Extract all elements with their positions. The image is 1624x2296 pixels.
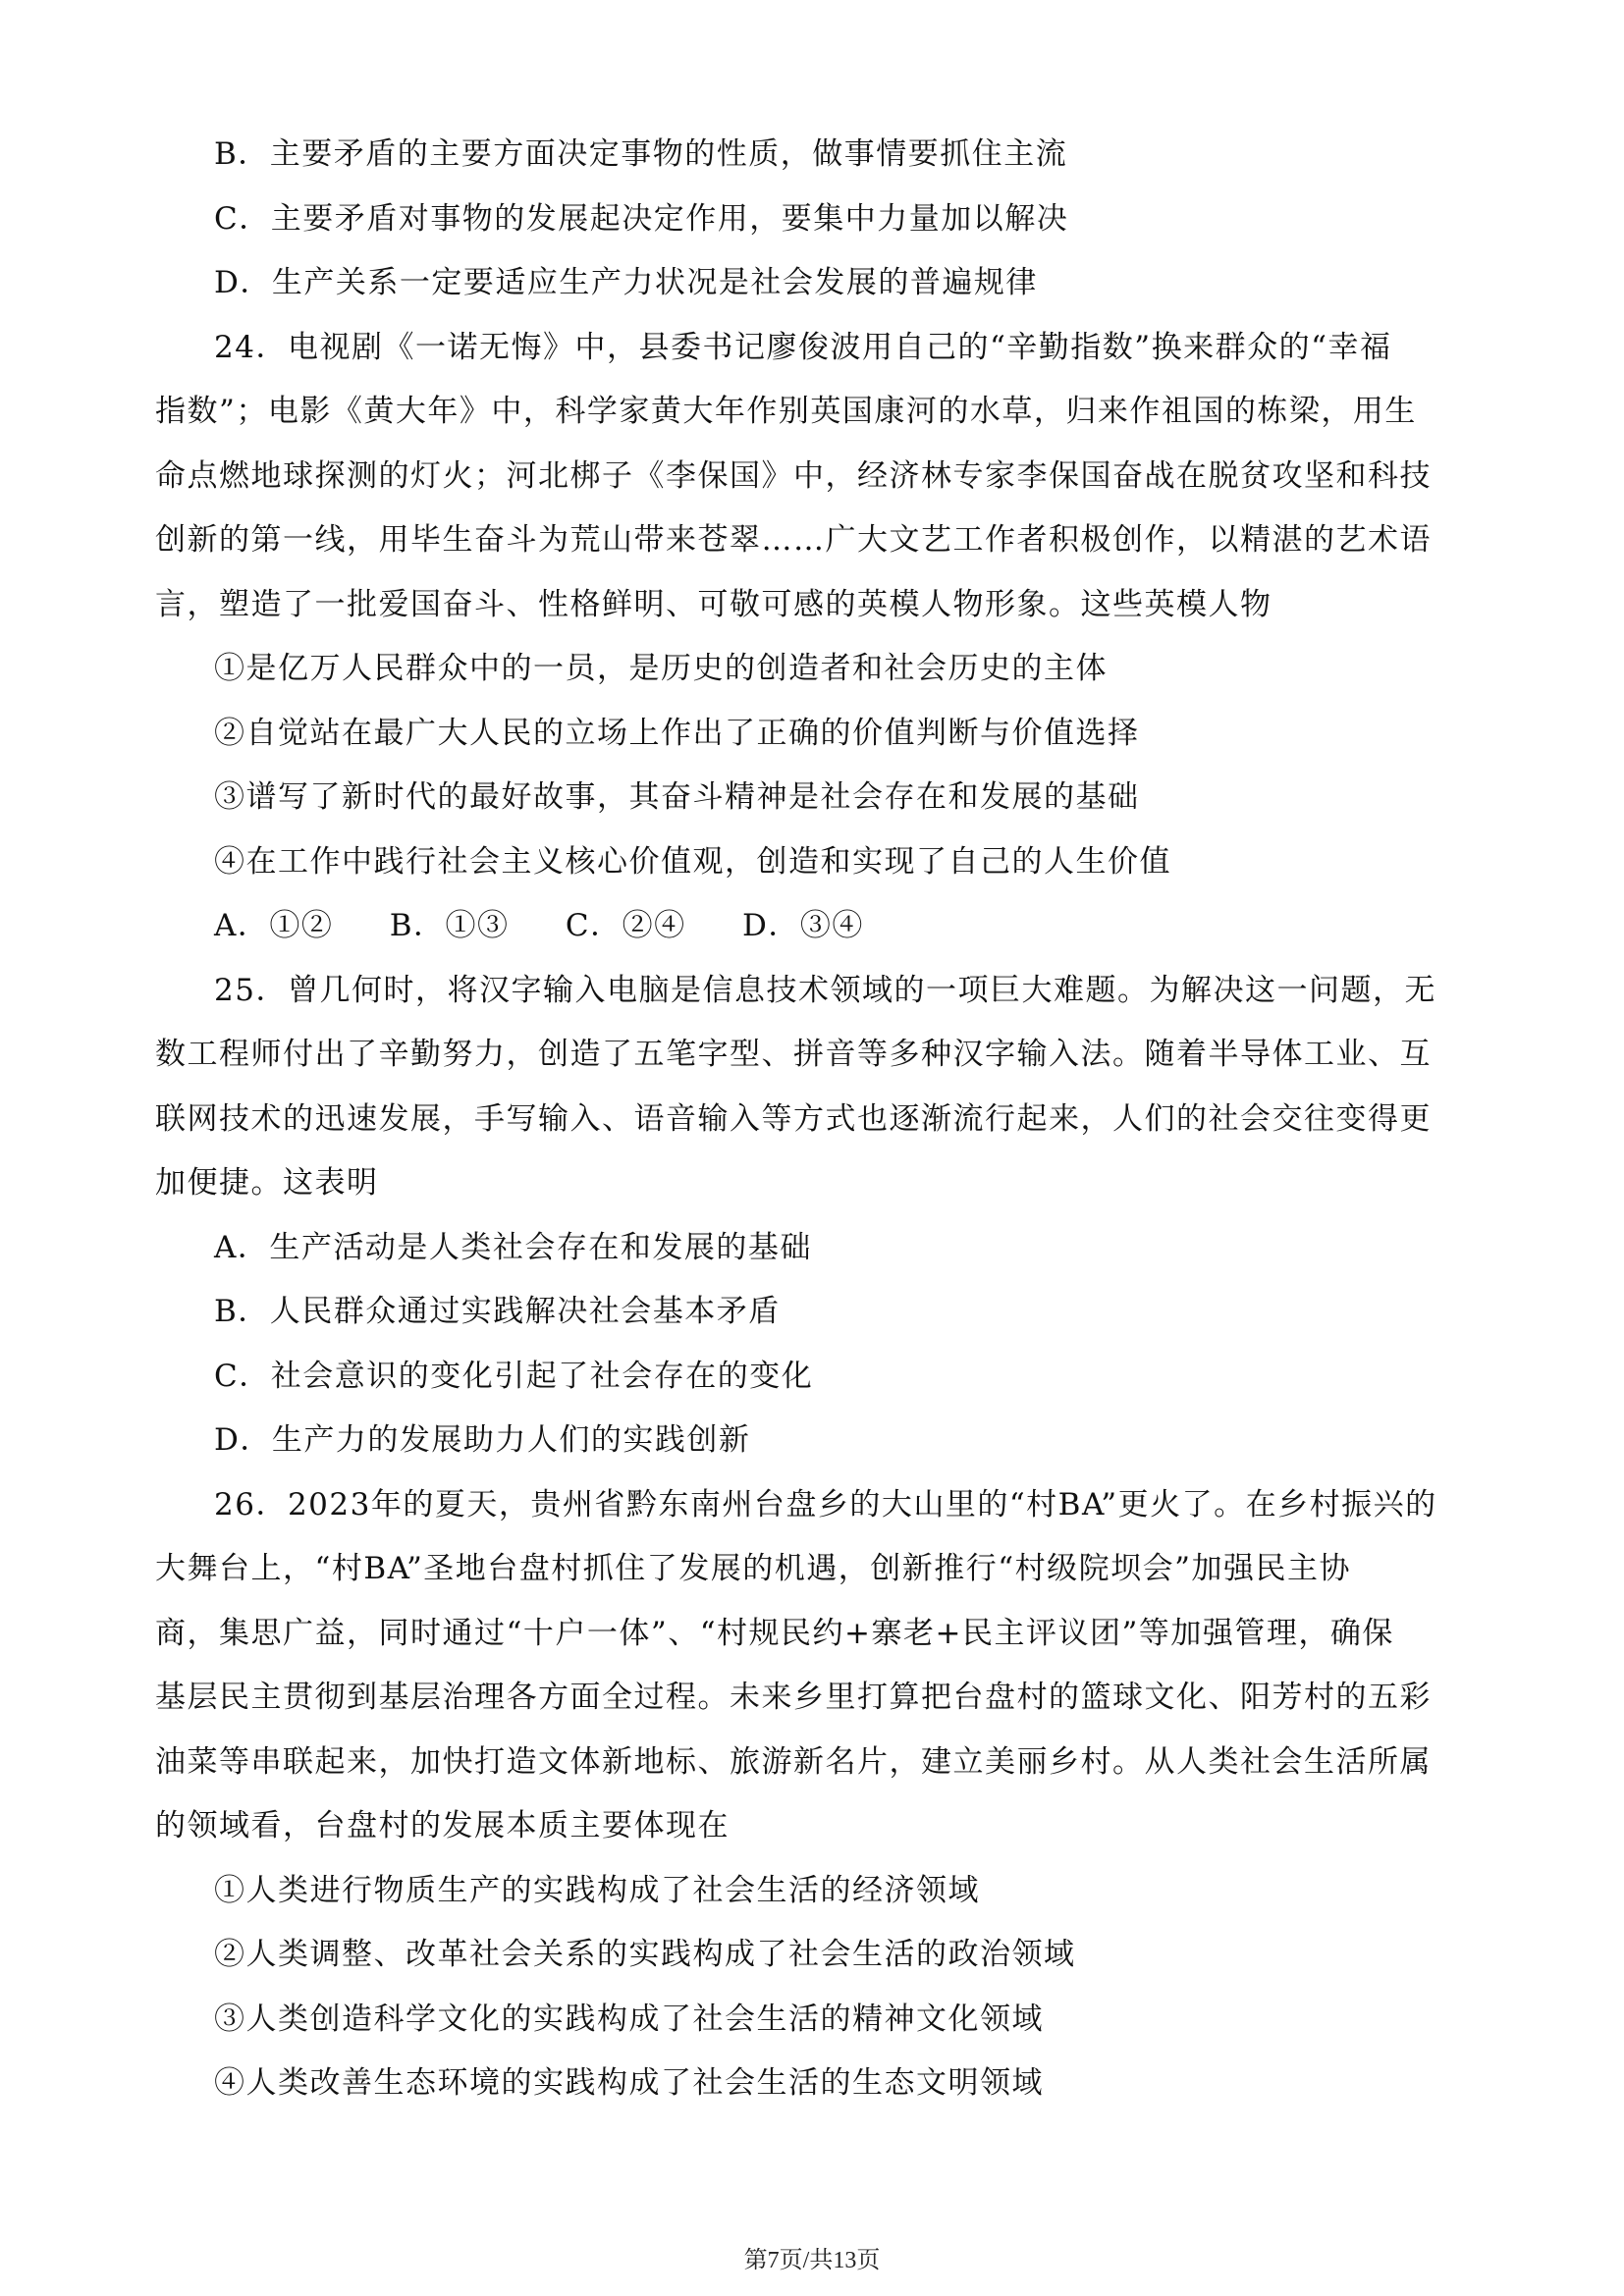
q25-option-c: C．社会意识的变化引起了社会存在的变化 xyxy=(214,1358,814,1394)
q25-stem-line: 联网技术的迅速发展，手写输入、语音输入等方式也逐渐流行起来，人们的社会交往变得更 xyxy=(155,1100,1432,1137)
q26-stem-line: 油菜等串联起来，加快打造文体新地标、旅游新名片，建立美丽乡村。从人类社会生活所属 xyxy=(155,1743,1432,1780)
q24-stem-line: 言，塑造了一批爱国奋斗、性格鲜明、可敬可感的英模人物形象。这些英模人物 xyxy=(155,586,1272,622)
q25-option-b: B．人民群众通过实践解决社会基本矛盾 xyxy=(214,1294,781,1329)
q25-option-d: D．生产力的发展助力人们的实践创新 xyxy=(214,1422,751,1458)
q23-option-d: D．生产关系一定要适应生产力状况是社会发展的普遍规律 xyxy=(214,265,1038,300)
q26-stem-line: 商，集思广益，同时通过“十户一体”、“村规民约+寨老+民主评议团”等加强管理，确保 xyxy=(155,1615,1394,1651)
q26-stem-line: 的领域看，台盘村的发展本质主要体现在 xyxy=(155,1808,730,1843)
page-number-footer: 第7页/共13页 xyxy=(743,2248,881,2273)
q25-option-a: A．生产活动是人类社会存在和发展的基础 xyxy=(214,1229,812,1265)
q24-item-1: ①是亿万人民群众中的一员，是历史的创造者和社会历史的主体 xyxy=(214,651,1108,686)
q24-answer-d: D．③④ xyxy=(741,908,864,943)
q24-item-2: ②自觉站在最广大人民的立场上作出了正确的价值判断与价值选择 xyxy=(214,715,1140,751)
page-content xyxy=(155,123,1481,2116)
q26-stem-line: 基层民主贯彻到基层治理各方面全过程。未来乡里打算把台盘村的篮球文化、阳芳村的五彩 xyxy=(155,1680,1432,1715)
q24-answer-b: B．①③ xyxy=(389,908,510,943)
q24-answer-options xyxy=(155,894,1481,959)
q26-item-1: ①人类进行物质生产的实践构成了社会生活的经济领域 xyxy=(214,1872,980,1908)
q25-stem-line: 数工程师付出了辛勤努力，创造了五笔字型、拼音等多种汉字输入法。随着半导体工业、互 xyxy=(155,1037,1432,1072)
q24-stem-line: 24．电视剧《一诺无悔》中，县委书记廖俊波用自己的“辛勤指数”换来群众的“幸福 xyxy=(214,329,1392,365)
q24-stem-line: 创新的第一线，用毕生奋斗为荒山带来苍翠……广大文艺工作者积极创作，以精湛的艺术语 xyxy=(155,522,1432,558)
q24-item-3: ③谱写了新时代的最好故事，其奋斗精神是社会存在和发展的基础 xyxy=(214,779,1140,815)
q24-item-4: ④在工作中践行社会主义核心价值观，创造和实现了自己的人生价值 xyxy=(214,843,1171,880)
q26-item-4: ④人类改善生态环境的实践构成了社会生活的生态文明领域 xyxy=(214,2065,1044,2101)
q26-item-3: ③人类创造科学文化的实践构成了社会生活的精神文化领域 xyxy=(214,2001,1044,2037)
q23-option-b: B．主要矛盾的主要方面决定事物的性质，做事情要抓住主流 xyxy=(214,136,1068,172)
q26-stem-line: 大舞台上，“村BA”圣地台盘村抓住了发展的机遇，创新推行“村级院坝会”加强民主协 xyxy=(155,1551,1352,1586)
q26-stem-line: 26．2023年的夏天，贵州省黔东南州台盘乡的大山里的“村BA”更火了。在乡村振兴的 xyxy=(214,1486,1437,1522)
q24-answer-a: A．①② xyxy=(214,908,334,943)
q24-answer-c: C．②④ xyxy=(565,908,686,943)
q24-stem-line: 命点燃地球探测的灯火；河北梆子《李保国》中，经济林专家李保国奋战在脱贫攻坚和科技 xyxy=(155,457,1432,494)
q24-stem-line: 指数”；电影《黄大年》中，科学家黄大年作别英国康河的水草，归来作祖国的栋梁，用生 xyxy=(155,394,1417,429)
q25-stem-line: 25．曾几何时，将汉字输入电脑是信息技术领域的一项巨大难题。为解决这一问题，无 xyxy=(214,972,1436,1008)
q23-option-c: C．主要矛盾对事物的发展起决定作用，要集中力量加以解决 xyxy=(214,200,1069,237)
q26-item-2: ②人类调整、改革社会关系的实践构成了社会生活的政治领域 xyxy=(214,1937,1076,1972)
q25-stem-line: 加便捷。这表明 xyxy=(155,1165,379,1201)
